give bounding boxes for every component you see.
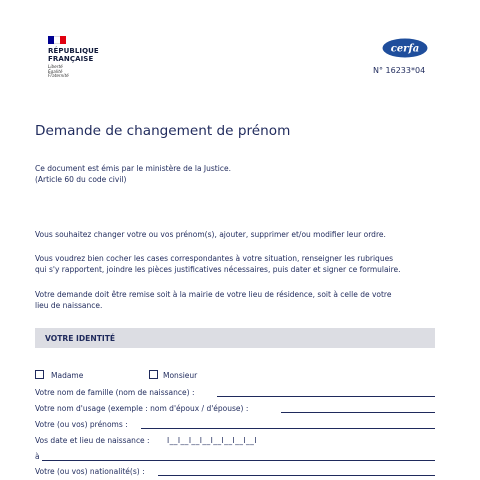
monsieur-label: Monsieur — [163, 371, 198, 380]
republique-francaise-logo — [48, 47, 99, 63]
marianne-flag-icon — [48, 36, 66, 44]
paragraph-3-line-1: Votre demande doit être remise soit à la mairie de votre lieu de résidence, soit à celle de votre — [35, 290, 392, 299]
motto-liberte: Liberté — [48, 64, 63, 69]
section-header-identity — [35, 328, 435, 348]
family-name-label: Votre nom de famille (nom de naissance) : — [35, 388, 195, 397]
form-number: N° 16233*04 — [373, 66, 426, 75]
birth-place-field[interactable] — [42, 460, 435, 461]
page-title: Demande de changement de prénom — [35, 123, 291, 139]
republic-line-2: FRANÇAISE — [48, 55, 94, 63]
nationality-field[interactable] — [158, 475, 435, 476]
cerfa-logo — [382, 38, 428, 58]
cerfa-logo-text: cerfa — [390, 43, 420, 55]
nationality-label: Votre (ou vos) nationalité(s) : — [35, 467, 145, 476]
first-names-label: Votre (ou vos) prénoms : — [35, 420, 128, 429]
paragraph-2-line-2: qui s'y rapportent, joindre les pièces justificatives nécessaires, puis dater et signer ce formulaire. — [35, 265, 401, 274]
flag-red-band — [60, 36, 66, 44]
paragraph-2-line-1: Vous voudrez bien cocher les cases correspondantes à votre situation, renseigner les rubriques — [35, 254, 394, 263]
section-title: VOTRE IDENTITÉ — [45, 334, 116, 343]
intro-line-2: (Article 60 du code civil) — [35, 175, 127, 184]
paragraph-1: Vous souhaitez changer votre ou vos prénom(s), ajouter, supprimer et/ou modifier leur ordre. — [35, 230, 386, 239]
birth-label: Vos date et lieu de naissance : — [35, 436, 150, 445]
birth-date-boxes[interactable]: I__I__I__I__I__I__I__I__I — [167, 436, 257, 445]
madame-checkbox[interactable] — [35, 370, 44, 379]
republic-line-1: RÉPUBLIQUE — [48, 47, 99, 55]
madame-label: Madame — [51, 371, 84, 380]
family-name-field[interactable] — [217, 396, 435, 397]
motto-egalite: Égalité — [48, 68, 63, 74]
usage-name-label: Votre nom d'usage (exemple : nom d'époux / d'épouse) : — [35, 404, 249, 413]
paragraph-3-line-2: lieu de naissance. — [35, 301, 103, 310]
first-names-field[interactable] — [141, 428, 435, 429]
usage-name-field[interactable] — [281, 412, 435, 413]
motto-fraternite: Fraternité — [48, 73, 69, 79]
birth-place-prefix: à — [35, 452, 40, 461]
monsieur-checkbox[interactable] — [149, 370, 158, 379]
intro-line-1: Ce document est émis par le ministère de la Justice. — [35, 164, 231, 173]
motto — [48, 65, 69, 79]
